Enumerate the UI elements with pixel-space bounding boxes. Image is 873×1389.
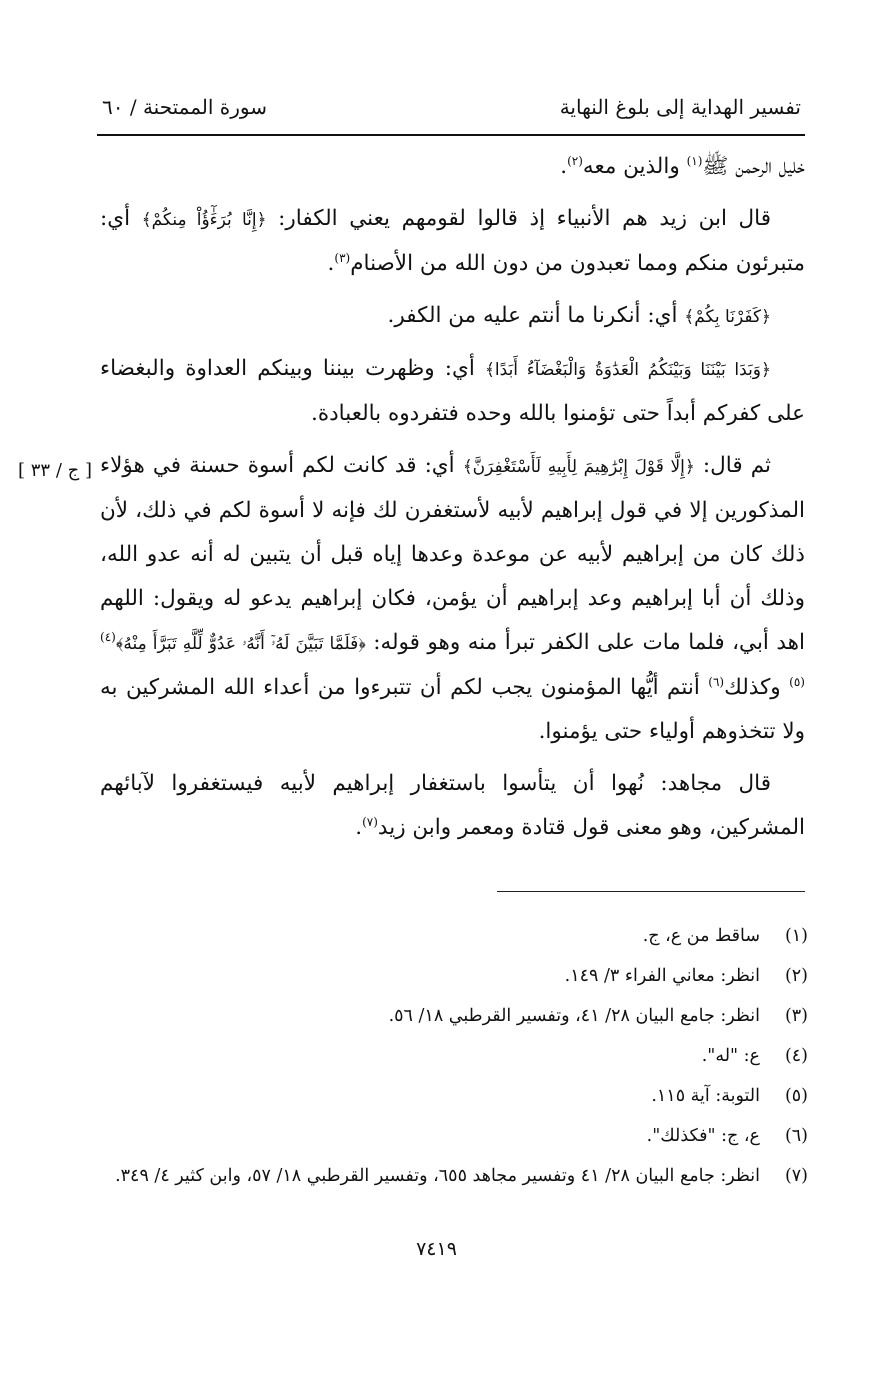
text-run: قال مجاهد: نُهوا أن يتأسوا باستغفار إبراهيم لأبيه فيستغفروا لآبائهم المشركين، وهو معنى قول قتادة ومعمر وابن زيد (100, 771, 805, 840)
text-run: أي: وظهرت بيننا وبينكم العداوة والبغضاء على كفركم أبداً حتى تؤمنوا بالله وحده فتفردوه بالعبادة. (100, 356, 805, 426)
footnote-ref: (٣) (334, 250, 351, 265)
running-header-surah: سورة الممتحنة / ٦٠ (102, 95, 267, 119)
footnotes (100, 920, 808, 1200)
footnote-text: انظر: جامع البيان ٢٨/ ٤١ وتفسير مجاهد ٦٥٥، وتفسير القرطبي ١٨/ ٥٧، وابن كثير ٤/ ٣٤٩. (115, 1166, 760, 1186)
paragraph (100, 444, 805, 754)
text-run: ثم قال: (694, 453, 771, 478)
text-run: خليل الرحمن ﷺ (702, 154, 805, 179)
footnote-text: انظر: جامع البيان ٢٨/ ٤١، وتفسير القرطبي ١٨/ ٥٦. (388, 1006, 760, 1026)
footnote-text: انظر: معاني الفراء ٣/ ١٤٩. (564, 966, 760, 986)
paragraph (100, 197, 805, 286)
footnote (100, 1000, 808, 1032)
margin-manuscript-marker: [ ج / ٣٣ ] (18, 460, 92, 481)
footnote (100, 920, 808, 952)
quran-verse: ﴿وَبَدَا بَيْنَنَا وَبَيْنَكُمُ الْعَدَٰوَةُ وَالْبَغْضَآءُ أَبَدًا﴾ (484, 360, 771, 380)
footnote-number: (٥) (784, 1086, 808, 1106)
quran-verse: ﴿إِنَّا بُرَءَٰٓؤُاْ مِنكُمْ﴾ (141, 210, 267, 230)
text-run: قال ابن زيد هم الأنبياء إذ قالوا لقومهم يعني الكفار: (266, 206, 771, 231)
text-run: أي: متبرئون منكم ومما تعبدون من دون الله من الأصنام (100, 206, 805, 276)
footnote-separator (497, 891, 805, 892)
footnote-ref: (٢) (567, 153, 583, 168)
footnote-number: (٣) (784, 1006, 808, 1026)
footnote (100, 1040, 808, 1072)
text-run: أي: قد كانت لكم أسوة حسنة في هؤلاء المذكورين إلا في قول إبراهيم لأبيه لأستغفرن لك فإنه لا أسوة لكم في ذلك، لأن ذلك كان من إبراهيم لأبيه عن موعدة وعدها إياه قبل أن يتبين له أنه عدو الله، وذلك أن أبا إبراهيم وعد إبراهيم أن يؤمن، فكان إبراهيم يدعو له ويقول: اللهم اهد أبي، فلما مات على الكفر تبرأ منه وهو قوله: (100, 453, 805, 655)
paragraph (100, 145, 805, 189)
footnote-number: (٤) (784, 1046, 808, 1066)
footnote (100, 960, 808, 992)
footnote-ref: (٤)(٥) (100, 629, 805, 689)
text-run: . (560, 154, 568, 179)
paragraph (100, 294, 805, 339)
quran-verse: ﴿إِلَّا قَوْلَ إِبْرَٰهِيمَ لِأَبِيهِ لَأَسْتَغْفِرَنَّ﴾ (462, 457, 695, 477)
footnote-text: ع: "له". (701, 1046, 760, 1066)
footnote-number: (١) (784, 926, 808, 946)
text-run: أي: أنكرنا ما أنتم عليه من الكفر. (387, 303, 685, 328)
header-rule (97, 134, 805, 136)
footnote-text: التوبة: آية ١١٥. (651, 1086, 760, 1106)
text-run: وكذلك (724, 675, 790, 700)
footnote-ref: (٧) (362, 814, 378, 829)
footnote-text: ساقط من ع، ج. (642, 926, 760, 946)
quran-verse: ﴿فَلَمَّا تَبَيَّنَ لَهُۥٓ أَنَّهُۥ عَدُوٌّ لِّلَّهِ تَبَرَّأَ مِنْهُ﴾ (115, 634, 366, 654)
paragraph (100, 347, 805, 436)
text-run: والذين معه (582, 154, 687, 179)
footnote-ref: (١) (686, 153, 703, 168)
running-header-title: تفسير الهداية إلى بلوغ النهاية (559, 95, 801, 119)
footnote-text: ع، ج: "فكذلك". (646, 1126, 760, 1146)
text-run: . (355, 815, 363, 840)
footnote (100, 1160, 808, 1192)
paragraph (100, 762, 805, 850)
footnote (100, 1080, 808, 1112)
quran-verse: ﴿كَفَرْنَا بِكُمْ﴾ (684, 307, 771, 327)
page-number: ٧٤١٩ (416, 1238, 457, 1260)
footnote-number: (٢) (784, 966, 808, 986)
main-text (100, 145, 805, 858)
footnote-number: (٦) (784, 1126, 808, 1146)
footnote-number: (٧) (784, 1166, 808, 1186)
footnote (100, 1120, 808, 1152)
footnote-ref: (٦) (708, 674, 725, 689)
text-run: أنتم أيُّها المؤمنون يجب لكم أن تتبرءوا من أعداء الله المشركين به ولا تتخذوهم أولياء حتى يؤمنوا. (100, 675, 805, 744)
text-run: . (327, 251, 335, 276)
